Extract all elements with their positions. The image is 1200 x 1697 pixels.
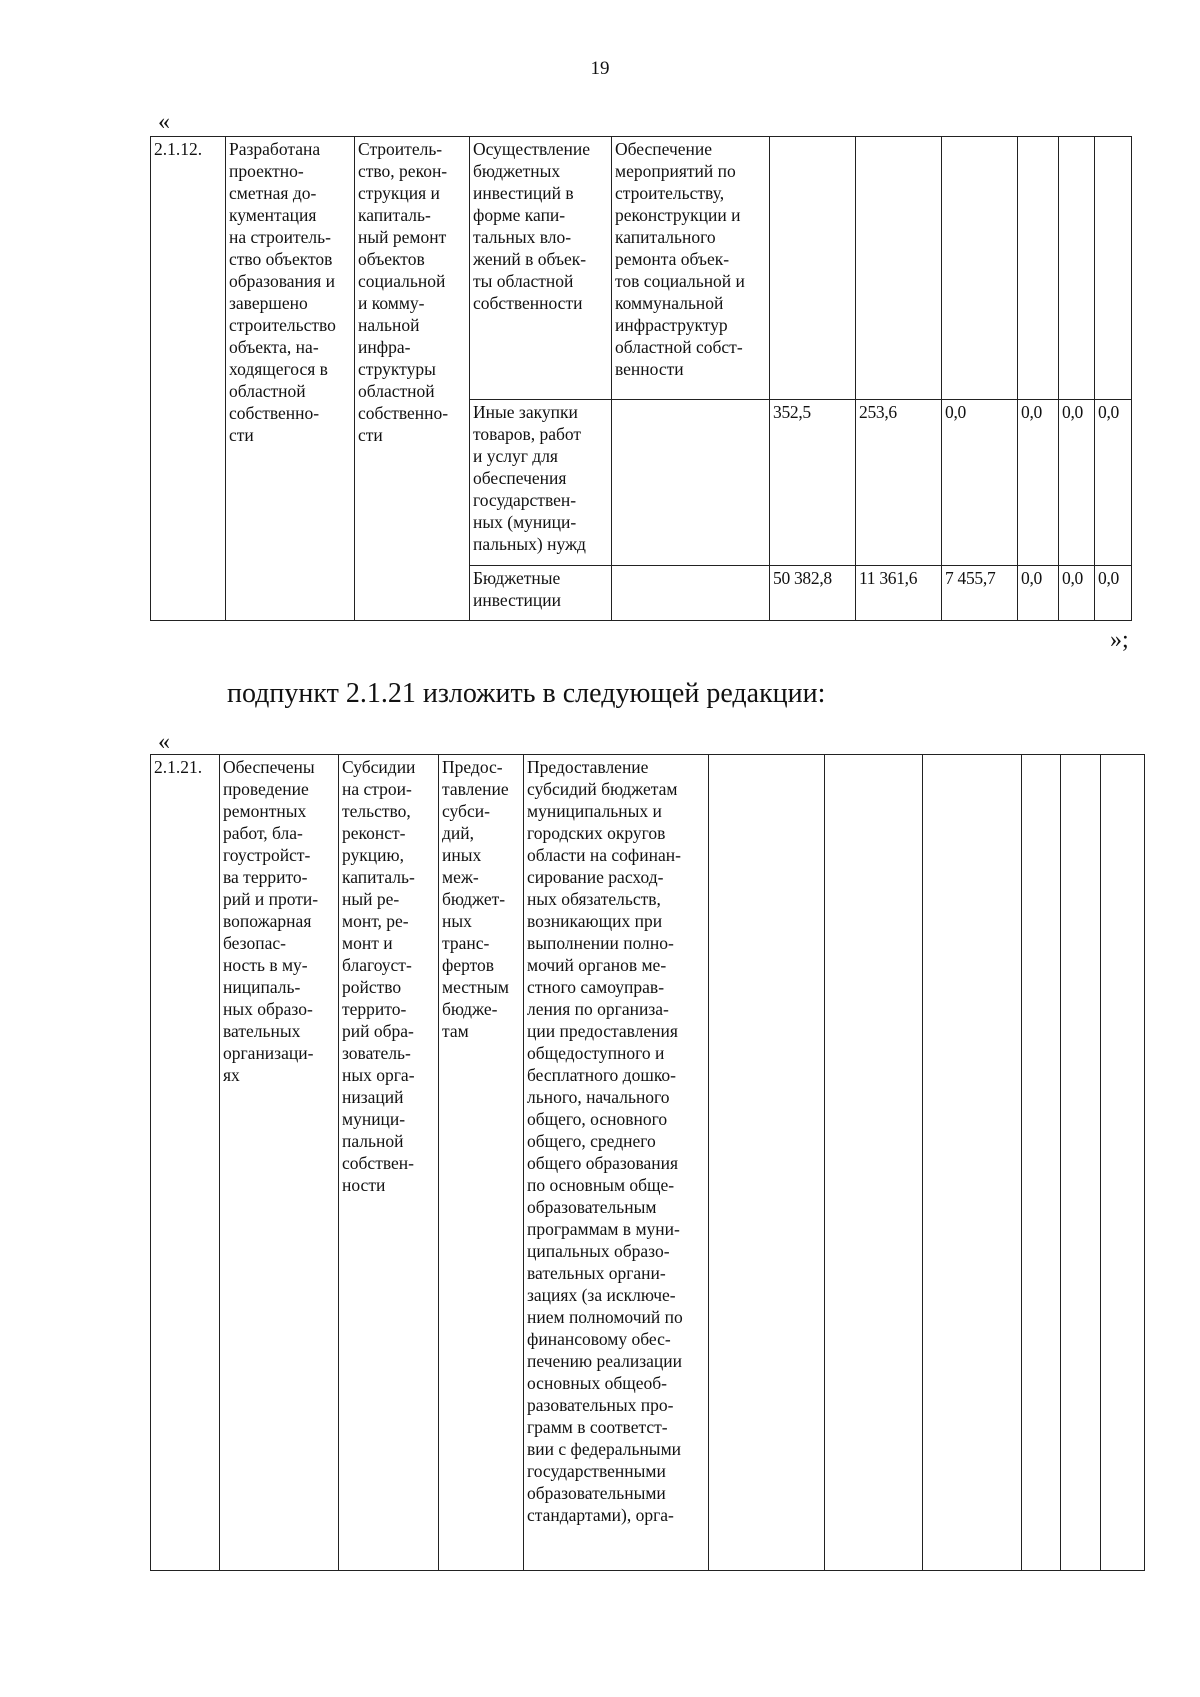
value-cell [942, 137, 1018, 400]
expected-result: Разработана проектно- сметная до- кументация на строитель- ство объектов образования и завершено строительство объекта, на- ходящегося в областной собственно- сти [226, 137, 355, 621]
value-cell [1059, 137, 1095, 400]
value-cell [856, 137, 942, 400]
value-cell: 0,0 [1018, 400, 1059, 566]
value-cell: 50 382,8 [770, 566, 856, 621]
item-code: 2.1.12. [151, 137, 226, 621]
opening-quote-2: « [158, 729, 170, 755]
expense-type: Предос- тавление субси- дий, иных меж- бюджет- ных транс- фертов местным бюдже- там [439, 755, 524, 1571]
opening-quote-1: « [158, 109, 170, 135]
expected-result: Обеспечены проведение ремонтных работ, бла- гоустройст- ва террито- рий и проти- вопожарная безопас- ность в му- ниципаль- ных образо- вательных организаци- ях [220, 755, 339, 1571]
value-cell: 0,0 [1018, 566, 1059, 621]
measure-description: Предоставление субсидий бюджетам муниципальных и городских округов области на софинан- сирование расход- ных обязательств, возникающих при выполнении полно- мочий органов ме- стного самоуправ- ления по организа- ции предоставления общедоступного и бесплатного дошко- льного, начального общего, основного общего, среднего общего образования по основным обще- образовательным программам в муни- ципальных образо- вательных органи- зациях (за исключе- нием полномочий по финансовому обес- печению реализации основных общеоб- разовательных про- грамм в соответст- вии с федеральными государственными образовательными стандартами), орга- [524, 755, 709, 1571]
value-cell: 352,5 [770, 400, 856, 566]
value-cell: 253,6 [856, 400, 942, 566]
value-cell [1095, 137, 1132, 400]
value-cell [825, 755, 923, 1571]
program-table-item-2-1-21 [150, 754, 1145, 1571]
value-cell [770, 137, 856, 400]
activity-description: Строитель- ство, рекон- струкция и капиталь- ный ремонт объектов социальной и комму- нальной инфра- структуры областной собственно- сти [355, 137, 470, 621]
value-cell: 0,0 [1059, 400, 1095, 566]
value-cell [1061, 755, 1101, 1571]
expense-type: Бюджетные инвестиции [470, 566, 612, 621]
expense-type: Осуществление бюджетных инвестиций в форме капи- тальных вло- жений в объек- ты областной собственности [470, 137, 612, 400]
amendment-instruction: подпункт 2.1.21 изложить в следующей редакции: [227, 678, 826, 709]
item-code: 2.1.21. [151, 755, 220, 1571]
expense-type: Иные закупки товаров, работ и услуг для обеспечения государствен- ных (муници- пальных) нужд [470, 400, 612, 566]
table-row [151, 137, 1132, 400]
value-cell: 11 361,6 [856, 566, 942, 621]
value-cell [1018, 137, 1059, 400]
table-row [151, 755, 1145, 1571]
measure-description [612, 566, 770, 621]
closing-quote: »; [1110, 627, 1129, 653]
value-cell [923, 755, 1022, 1571]
value-cell: 0,0 [1059, 566, 1095, 621]
program-table-item-2-1-12 [150, 136, 1132, 621]
page-number: 19 [590, 58, 610, 79]
value-cell: 7 455,7 [942, 566, 1018, 621]
activity-description: Субсидии на строи- тельство, реконст- рукцию, капиталь- ный ре- монт, ре- монт и благоуст- ройство террито- рий обра- зователь- ных орга- низаций муници- пальной собствен- ности [339, 755, 439, 1571]
value-cell [1101, 755, 1145, 1571]
value-cell: 0,0 [1095, 400, 1132, 566]
measure-description [612, 400, 770, 566]
measure-description: Обеспечение мероприятий по строительству, реконструкции и капитального ремонта объек- тов социальной и коммунальной инфраструктур областной собст- венности [612, 137, 770, 400]
value-cell [709, 755, 825, 1571]
value-cell [1022, 755, 1061, 1571]
value-cell: 0,0 [942, 400, 1018, 566]
value-cell: 0,0 [1095, 566, 1132, 621]
